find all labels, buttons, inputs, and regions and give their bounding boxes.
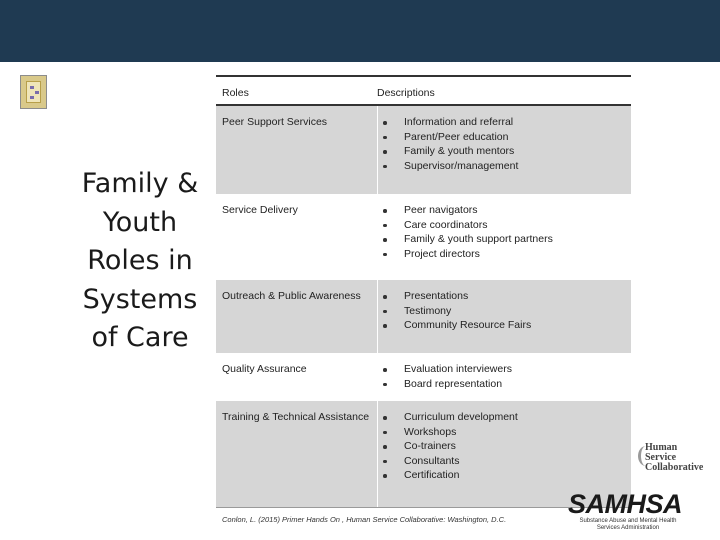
description-item: Parent/Peer education bbox=[377, 130, 627, 145]
thumbnail-mark bbox=[35, 91, 39, 94]
thumbnail-page bbox=[26, 81, 41, 103]
role-cell: Quality Assurance bbox=[222, 363, 307, 375]
description-item: Community Resource Fairs bbox=[377, 318, 627, 333]
header-bar bbox=[0, 0, 720, 62]
bullet-icon bbox=[383, 121, 387, 125]
bullet-icon bbox=[383, 238, 387, 242]
thumbnail-mark bbox=[30, 96, 34, 99]
role-cell: Outreach & Public Awareness bbox=[222, 290, 361, 302]
bullet-icon bbox=[383, 383, 387, 387]
description-item: Evaluation interviewers bbox=[377, 362, 627, 377]
description-item: Care coordinators bbox=[377, 218, 627, 233]
table-row bbox=[216, 106, 631, 194]
slide-title-line: of Care bbox=[91, 322, 189, 353]
slide-title-line: Family & bbox=[81, 168, 199, 199]
logo-text: Collaborative bbox=[645, 462, 704, 473]
description-item: Family & youth support partners bbox=[377, 232, 627, 247]
bullet-icon bbox=[383, 324, 387, 328]
table-row bbox=[216, 194, 631, 280]
description-item: Presentations bbox=[377, 289, 627, 304]
logo-text: Service bbox=[645, 452, 677, 463]
logo-text: Human bbox=[645, 442, 678, 453]
slide-title bbox=[70, 165, 210, 358]
bullet-icon bbox=[383, 460, 387, 464]
role-cell: Peer Support Services bbox=[222, 116, 328, 128]
description-item: Peer navigators bbox=[377, 203, 627, 218]
human-service-collaborative-logo bbox=[638, 440, 713, 475]
table-header-row bbox=[216, 77, 631, 106]
bullet-icon bbox=[383, 416, 387, 420]
description-item: Certification bbox=[377, 468, 627, 483]
samhsa-logo-subtitle: Substance Abuse and Mental Health Services Administration bbox=[579, 518, 677, 531]
bullet-icon bbox=[383, 209, 387, 213]
description-cell bbox=[377, 410, 627, 483]
description-item: Information and referral bbox=[377, 115, 627, 130]
bullet-icon bbox=[383, 474, 387, 478]
description-item: Project directors bbox=[377, 247, 627, 262]
table-row bbox=[216, 280, 631, 353]
description-cell bbox=[377, 203, 627, 261]
citation: Conlon, L. (2015) Primer Hands On , Human Service Collaborative: Washington, D.C. bbox=[222, 515, 507, 524]
slide-title-line: Roles in bbox=[87, 245, 193, 276]
bullet-icon bbox=[383, 295, 387, 299]
description-item: Family & youth mentors bbox=[377, 144, 627, 159]
bullet-icon bbox=[383, 165, 387, 169]
role-cell: Training & Technical Assistance bbox=[222, 411, 370, 423]
description-cell bbox=[377, 362, 627, 391]
table-row bbox=[216, 353, 631, 401]
description-cell bbox=[377, 289, 627, 333]
slide-thumbnail-icon bbox=[20, 75, 47, 109]
bullet-icon bbox=[383, 310, 387, 314]
slide-title-line: Systems bbox=[82, 283, 198, 315]
thumbnail-mark bbox=[30, 86, 34, 89]
description-item: Co-trainers bbox=[377, 439, 627, 454]
description-cell bbox=[377, 115, 627, 173]
samhsa-logo bbox=[568, 491, 718, 532]
samhsa-logo-name: SAMHSA bbox=[568, 489, 683, 519]
description-item: Consultants bbox=[377, 454, 627, 469]
header-descriptions: Descriptions bbox=[377, 87, 435, 99]
description-item: Curriculum development bbox=[377, 410, 627, 425]
bullet-icon bbox=[383, 431, 387, 435]
bullet-icon bbox=[383, 445, 387, 449]
header-roles: Roles bbox=[222, 87, 249, 99]
bullet-icon bbox=[383, 150, 387, 154]
description-item: Testimony bbox=[377, 304, 627, 319]
bullet-icon bbox=[383, 224, 387, 228]
description-item: Workshops bbox=[377, 425, 627, 440]
role-cell: Service Delivery bbox=[222, 204, 298, 216]
bullet-icon bbox=[383, 136, 387, 140]
description-item: Supervisor/management bbox=[377, 159, 627, 174]
bullet-icon bbox=[383, 368, 387, 372]
roles-table bbox=[216, 75, 631, 508]
description-item: Board representation bbox=[377, 377, 627, 392]
slide-title-line: Youth bbox=[102, 206, 178, 238]
bullet-icon bbox=[383, 253, 387, 257]
